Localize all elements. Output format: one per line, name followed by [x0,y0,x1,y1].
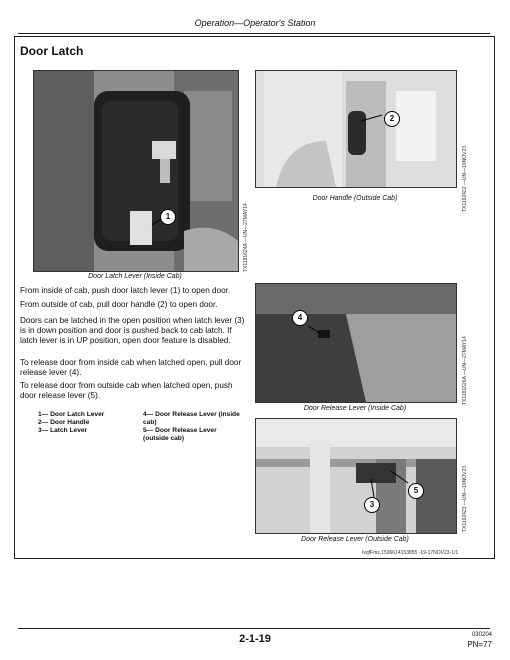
header-rule [18,33,490,34]
page-number: 2-1-19 [239,633,271,645]
figure-code: TX1192422 —UN—19NOV23 [462,145,468,212]
reference-code: IvqfFms,1596614153855 -19-17NOV23-1/1 [362,550,459,556]
legend-item: 4— Door Release Lever (inside cab) [143,411,240,426]
door-handle-photo [256,71,456,187]
figure-door-release-lever-outside [255,418,457,534]
legend-item: 1— Door Latch Lever [38,411,105,418]
paragraph-2: From outside of cab, pull door handle (2) to open door. [20,300,218,309]
callout-2: 2 [384,111,400,127]
figure-code: TX1181624A —UN—27MAY14 [243,203,249,272]
paragraph-4: To release door from inside cab when latched open, pull door release lever (4). [20,358,242,377]
legend-item: 3— Latch Lever [38,427,88,434]
frame-left [14,36,15,558]
figure-caption: Door Release Lever (Outside Cab) [301,536,409,543]
footer-rule [18,628,490,629]
legend-left [38,411,138,435]
callout-3: 3 [364,497,380,513]
release-lever-outside-photo [256,419,456,533]
figure-caption: Door Release Lever (Inside Cab) [303,405,407,412]
legend-item: 2— Door Handle [38,419,90,426]
frame-top [14,36,495,37]
callout-4: 4 [292,310,308,326]
door-latch-lever-photo [34,71,238,271]
figure-caption: Door Handle (Outside Cab) [312,195,398,202]
section-title: Door Latch [20,44,84,58]
paragraph-5: To release door from outside cab when latched open, push door release lever (5). [20,381,233,400]
footer-pn: PN=77 [467,640,492,649]
callout-1: 1 [160,209,176,225]
release-lever-inside-photo [256,284,456,402]
figure-caption: Door Latch Lever (Inside Cab) [88,273,182,280]
frame-bottom [14,558,495,559]
figure-door-latch-lever-inside [33,70,239,272]
frame-right [494,36,495,558]
legend-item: 5— Door Release Lever (outside cab) [143,427,217,442]
figure-door-release-lever-inside [255,283,457,403]
running-header: Operation—Operator's Station [194,18,316,28]
paragraph-3: Doors can be latched in the open position when latch lever (3) is in down position and door is pushed back to cab latch. If latch lever is in UP position, open door feature is disabled. [20,316,245,345]
figure-code: TX1192423 —UN—19NOV23 [462,465,468,532]
figure-door-handle-outside [255,70,457,188]
paragraph-1: From inside of cab, push door latch lever (1) to open door. [20,286,231,295]
callout-5: 5 [408,483,424,499]
figure-code: TX1181626A —UN—27MAY14 [462,336,468,405]
footer-small-code: 030204 [471,632,492,638]
legend-right [143,411,243,443]
